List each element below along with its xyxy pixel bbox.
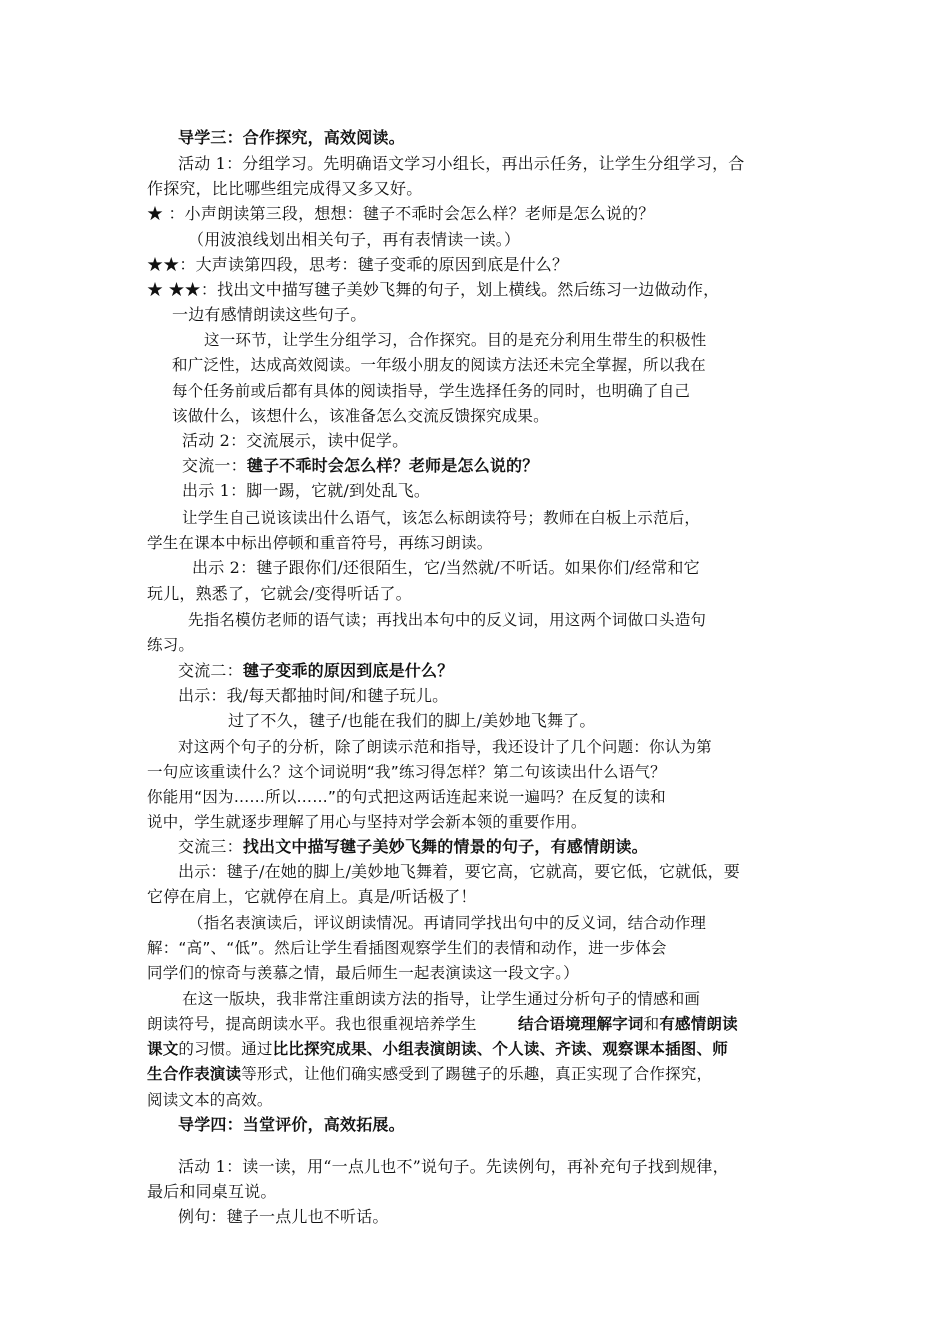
paragraph-line: （指名表演读后，评议朗读情况。再请同学找出句中的反义词，结合动作理 (188, 914, 707, 932)
bold-phrase: 生合作表演读 (147, 1065, 242, 1083)
display-line: 出示 1：脚一踢，它就/到处乱飞。 (182, 481, 431, 500)
connector-text: 和 (643, 1015, 660, 1033)
display-line: 出示：我/每天都抽时间/和毽子玩儿。 (178, 686, 449, 705)
plain-phrase: 等形式，让他们确实感受到了踢毽子的乐趣，真正实现了合作探究， (241, 1065, 713, 1083)
paragraph-line: 练习。 (147, 636, 195, 654)
paragraph-line: 活动 1：读一读，用“一点儿也不”说句子。先读例句，再补充句子找到规律， (178, 1157, 729, 1176)
paragraph-line: 阅读文本的高效。 (147, 1091, 273, 1109)
bold-phrase: 结合语境理解字词 (518, 1015, 644, 1033)
bold-phrase: 课文 (147, 1040, 179, 1058)
paragraph-line: 朗读符号，提高朗读水平。我也很重视培养学生 (147, 1015, 477, 1033)
heading-guide-four: 导学四：当堂评价，高效拓展。 (178, 1115, 405, 1134)
paragraph-line: （用波浪线划出相关句子，再有表情读一读。） (188, 230, 521, 249)
paragraph-line: 先指名模仿老师的语气读；再找出本句中的反义词，用这两个词做口头造句 (188, 611, 707, 629)
plain-phrase: 的习惯。通过 (178, 1040, 273, 1058)
display-line: 它停在肩上，它就停在肩上。真是/听话极了！ (147, 887, 477, 906)
display-line: 过了不久，毽子/也能在我们的脚上/美妙地飞舞了。 (228, 711, 596, 730)
paragraph-line: 该做什么，该想什么，该准备怎么交流反馈探究成果。 (172, 407, 549, 425)
exchange-three (178, 836, 648, 858)
exchange-question: 找出文中描写毽子美妙飞舞的情景的句子，有感情朗读。 (242, 837, 648, 856)
paragraph-line: 学生在课本中标出停顿和重音符号，再练习朗读。 (147, 534, 493, 552)
bold-phrase: 有感情朗读 (659, 1015, 738, 1033)
paragraph-line (147, 1063, 712, 1085)
paragraph-line: 你能用“因为……所以……”的句式把这两话连起来说一遍吗？在反复的读和 (147, 788, 666, 806)
example-sentence: 例句：毽子一点儿也不听话。 (178, 1207, 389, 1226)
display-line: 出示 2：毽子跟你们/还很陌生，它/当然就/不听话。如果你们/经常和它 (192, 558, 700, 577)
task-two-star: ★★：大声读第四段，思考：毽子变乖的原因到底是什么？ (147, 255, 569, 274)
exchange-label: 交流二： (178, 661, 243, 680)
exchange-label: 交流一： (182, 456, 247, 475)
paragraph-line: 一边有感情朗读这些句子。 (172, 305, 367, 324)
paragraph-line: 在这一版块，我非常注重朗读方法的指导，让学生通过分析句子的情感和画 (182, 990, 701, 1008)
paragraph-line: 作探究，比比哪些组完成得又多又好。 (147, 179, 423, 198)
paragraph-line: 对这两个句子的分析，除了朗读示范和指导，我还设计了几个问题：你认为第 (178, 738, 712, 756)
paragraph-line: 让学生自己说该读出什么语气，该怎么标朗读符号；教师在白板上示范后， (182, 509, 701, 527)
exchange-question: 毽子变乖的原因到底是什么？ (242, 661, 454, 680)
display-line: 玩儿，熟悉了，它就会/变得听话了。 (147, 584, 412, 603)
paragraph-line (147, 1038, 728, 1060)
emphasis-text (518, 1013, 738, 1035)
paragraph-line: 活动 2：交流展示，读中促学。 (182, 431, 409, 450)
paragraph-line: 一句应该重读什么？这个词说明“我”练习得怎样？第二句该读出什么语气？ (147, 763, 666, 781)
paragraph-line: 和广泛性，达成高效阅读。一年级小朋友的阅读方法还未完全掌握，所以我在 (172, 356, 706, 374)
paragraph-line: 最后和同桌互说。 (147, 1182, 277, 1201)
paragraph-line: 这一环节，让学生分组学习，合作探究。目的是充分利用生带生的积极性 (204, 331, 707, 349)
exchange-label: 交流三： (178, 837, 243, 856)
exchange-one (182, 455, 538, 477)
exchange-question: 毽子不乖时会怎么样？老师是怎么说的？ (246, 456, 539, 475)
paragraph-line: 同学们的惊奇与羡慕之情，最后师生一起表演读这一段文字。） (147, 964, 579, 982)
task-one-star: ★ ：小声朗读第三段，想想：毽子不乖时会怎么样？老师是怎么说的？ (147, 204, 655, 223)
display-line: 出示：毽子/在她的脚上/美妙地飞舞着，要它高，它就高，要它低，它就低，要 (178, 862, 740, 881)
paragraph-line: 每个任务前或后都有具体的阅读指导，学生选择任务的同时，也明确了自己 (172, 382, 691, 400)
paragraph-line: 活动 1：分组学习。先明确语文学习小组长，再出示任务，让学生分组学习，合 (178, 154, 745, 173)
paragraph-line: 说中，学生就逐步理解了用心与坚持对学会新本领的重要作用。 (147, 813, 587, 831)
exchange-two (178, 660, 453, 682)
heading-guide-three: 导学三：合作探究，高效阅读。 (178, 128, 405, 147)
paragraph-line: 解：“高”、“低”。然后让学生看插图观察学生们的表情和动作，进一步体会 (147, 939, 667, 957)
task-three-star: ★ ★★：找出文中描写毽子美妙飞舞的句子，划上横线。然后练习一边做动作， (147, 280, 720, 299)
bold-phrase: 比比探究成果、小组表演朗读、个人读、齐读、观察课本插图、师 (272, 1040, 728, 1058)
